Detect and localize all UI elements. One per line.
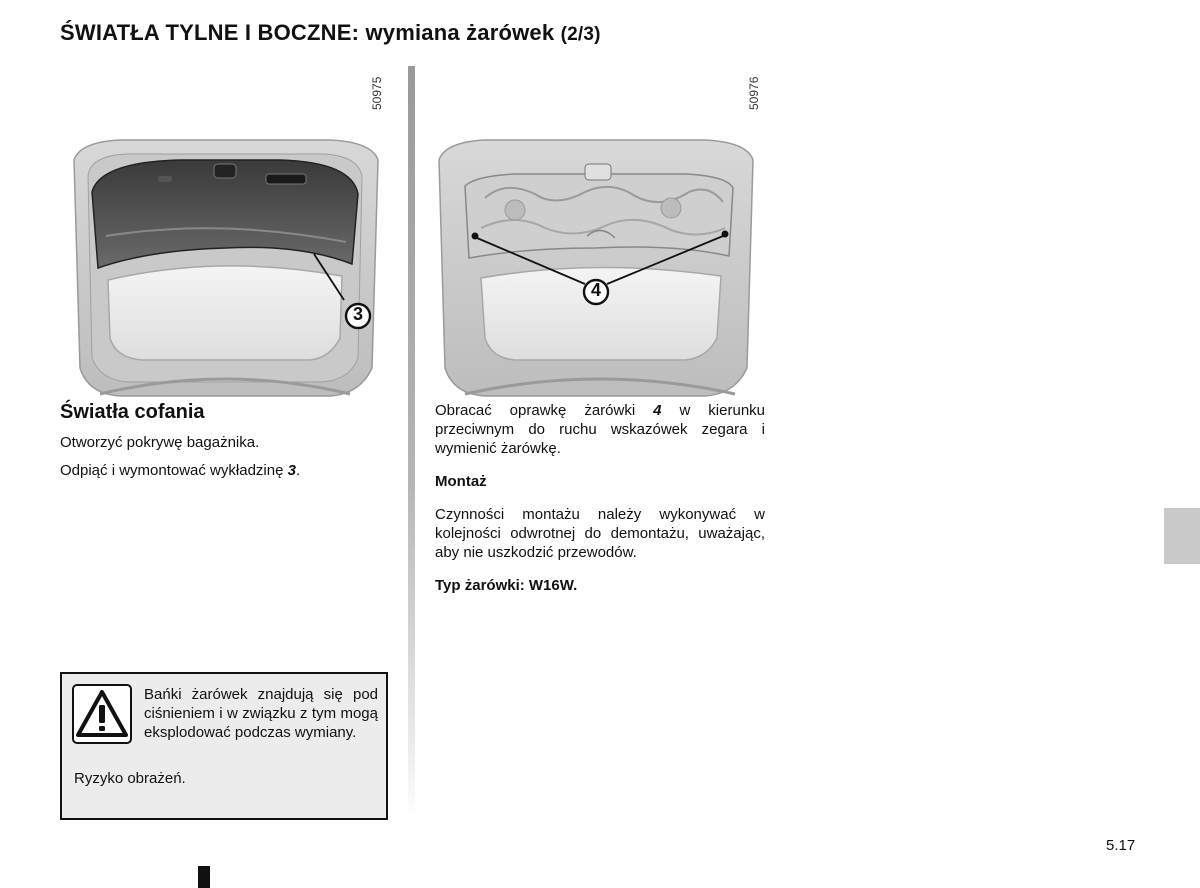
figure-trunk-lining (60, 68, 390, 398)
montaz-text: Czynności montażu należy wykonywać w kolejności odwrotnej do demontażu, uważając, aby nie uszkodzić przewodów. (435, 506, 765, 561)
page-title-main: ŚWIATŁA TYLNE I BOCZNE: wymiana żarówek (60, 20, 555, 45)
figure-bulb-holders (435, 68, 765, 398)
right-column-text (435, 401, 765, 609)
column-divider (408, 66, 415, 821)
page-title (60, 20, 601, 46)
chapter-tab (1164, 508, 1200, 564)
warning-triangle-icon (72, 684, 132, 744)
instruction-remove-lining (60, 461, 300, 481)
warning-risk: Ryzyko obrażeń. (74, 770, 186, 787)
bulb-type: Typ żarówki: W16W. (435, 577, 578, 594)
callout-label-3: 3 (352, 304, 363, 324)
rotate-holder-text-end: w kierunku przeciwnym do ruchu wskazówek zegara i wymienić żarówkę. (435, 402, 765, 457)
instruction-ref-4: 4 (653, 402, 662, 419)
figure-code-left: 50975 (370, 76, 384, 110)
crop-mark (198, 866, 210, 888)
instruction-remove-lining-end: . (295, 462, 301, 479)
instruction-rotate-holder (435, 401, 765, 458)
page-title-part: (2/3) (560, 24, 601, 45)
bulb-holders-illustration (435, 68, 765, 398)
instruction-ref-3: 3 (287, 462, 296, 479)
montaz-heading: Montaż (435, 473, 487, 490)
instruction-open-trunk: Otworzyć pokrywę bagażnika. (60, 434, 260, 451)
page-number: 5.17 (1106, 837, 1136, 854)
callout-label-4: 4 (590, 280, 601, 300)
reversing-lights-heading: Światła cofania (60, 401, 205, 423)
figure-code-right: 50976 (747, 76, 761, 110)
trunk-lining-illustration (60, 68, 390, 398)
warning-box (60, 672, 388, 820)
instruction-remove-lining-text: Odpiąć i wymontować wykładzinę (60, 462, 288, 479)
rotate-holder-text: Obracać oprawkę żarówki (435, 402, 654, 419)
warning-text: Bańki żarówek znajdują się pod ciśnieniem i w związku z tym mogą eksplodować podczas wymiany. (144, 686, 378, 741)
